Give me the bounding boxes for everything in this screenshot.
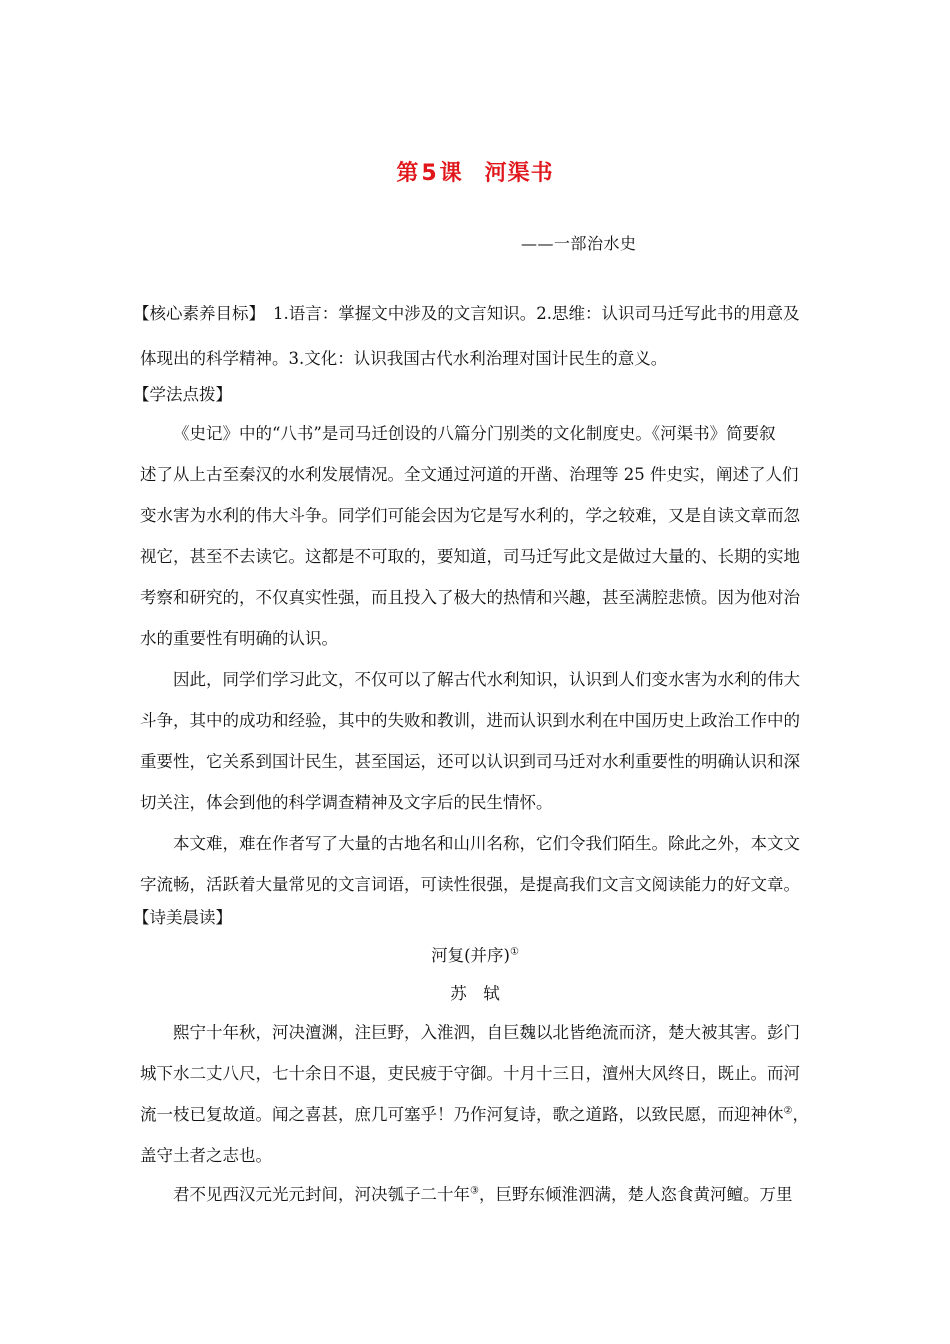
lesson-name: 河渠书 — [484, 161, 554, 186]
study-p1-line-5: 考察和研究的，不仅真实性强，而且投入了极大的热情和兴趣，甚至满腔悲愤。因为他对治 — [140, 588, 800, 607]
preface-line-1: 熙宁十年秋，河决澶渊，注巨野，入淮泗，自巨魏以北皆绝流而济，楚大被其害。彭门 — [173, 1023, 800, 1042]
preface-footnote: ② — [783, 1105, 793, 1117]
lesson-subtitle: ——一部治水史 — [521, 234, 637, 253]
poem-title — [0, 942, 950, 966]
poem-title-text: 河复(并序) — [431, 946, 510, 965]
lesson-title-suffix: 课 — [439, 161, 463, 186]
lesson-number: 5 — [421, 161, 438, 186]
poem-author: 苏 轼 — [450, 984, 500, 1003]
preface-line-4: 盖守土者之志也。 — [140, 1146, 272, 1165]
study-p3-line-1: 本文难，难在作者写了大量的古地名和山川名称，它们令我们陌生。除此之外，本文文 — [173, 834, 800, 853]
core-goals-line-2: 体现出的科学精神。3.文化：认识我国古代水利治理对国计民生的意义。 — [140, 349, 668, 368]
lesson-title-prefix: 第 — [396, 161, 420, 186]
study-p2-line-2: 斗争，其中的成功和经验，其中的失败和教训，进而认识到水利在中国历史上政治工作中的 — [140, 711, 800, 730]
study-p1-line-4: 视它，甚至不去读它。这都是不可取的，要知道，司马迁写此文是做过大量的、长期的实地 — [140, 547, 800, 566]
preface-line-3-tail: ， — [792, 1105, 809, 1124]
preface-line-3-text: 流一枝已复故道。闻之喜甚，庶几可塞乎！乃作河复诗，歌之道路，以致民愿，而迎神休 — [140, 1105, 784, 1124]
study-p1-line-2: 述了从上古至秦汉的水利发展情况。全文通过河道的开凿、治理等 25 件史实，阐述了人们 — [140, 465, 799, 484]
core-goals-line-1: 1.语言：掌握文中涉及的文言知识。2.思维：认识司马迁写此书的用意及 — [273, 304, 800, 323]
study-method-label: 【学法点拨】 — [133, 385, 232, 404]
study-p2-line-4: 切关注，体会到他的科学调查精神及文字后的民生情怀。 — [140, 793, 553, 812]
core-goals-label: 【核心素养目标】 — [133, 304, 265, 323]
study-p3-line-2: 字流畅，活跃着大量常见的文言词语，可读性很强，是提高我们文言文阅读能力的好文章。 — [140, 875, 800, 894]
preface-line-2: 城下水二丈八尺，七十余日不退，吏民疲于守御。十月十三日，澶州大风终日，既止。而河 — [140, 1064, 800, 1083]
study-p2-line-3: 重要性，它关系到国计民生，甚至国运，还可以认识到司马迁对水利重要性的明确认识和深 — [140, 752, 800, 771]
poem-line-1-tail: ，巨野东倾淮泗满，楚人恣食黄河鳣。万里 — [478, 1185, 793, 1204]
study-p1-line-6: 水的重要性有明确的认识。 — [140, 629, 338, 648]
core-goals-row-1 — [133, 300, 800, 324]
preface-line-3 — [140, 1101, 809, 1125]
poem-title-footnote: ① — [509, 946, 519, 958]
poem-line-1 — [173, 1181, 792, 1205]
poem-line-footnote: ③ — [470, 1185, 479, 1197]
poem-line-1-text: 君不见西汉元光元封间，河决瓠子二十年 — [173, 1185, 470, 1204]
morning-reading-label: 【诗美晨读】 — [133, 908, 232, 927]
study-p1-line-1: 《史记》中的“八书”是司马迁创设的八篇分门别类的文化制度史。《河渠书》简要叙 — [173, 424, 776, 443]
study-p1-line-3: 变水害为水利的伟大斗争。同学们可能会因为它是写水利的，学之较难，又是自读文章而忽 — [140, 506, 800, 525]
lesson-title — [0, 156, 950, 187]
study-p2-line-1: 因此，同学们学习此文，不仅可以了解古代水利知识，认识到人们变水害为水利的伟大 — [173, 670, 800, 689]
